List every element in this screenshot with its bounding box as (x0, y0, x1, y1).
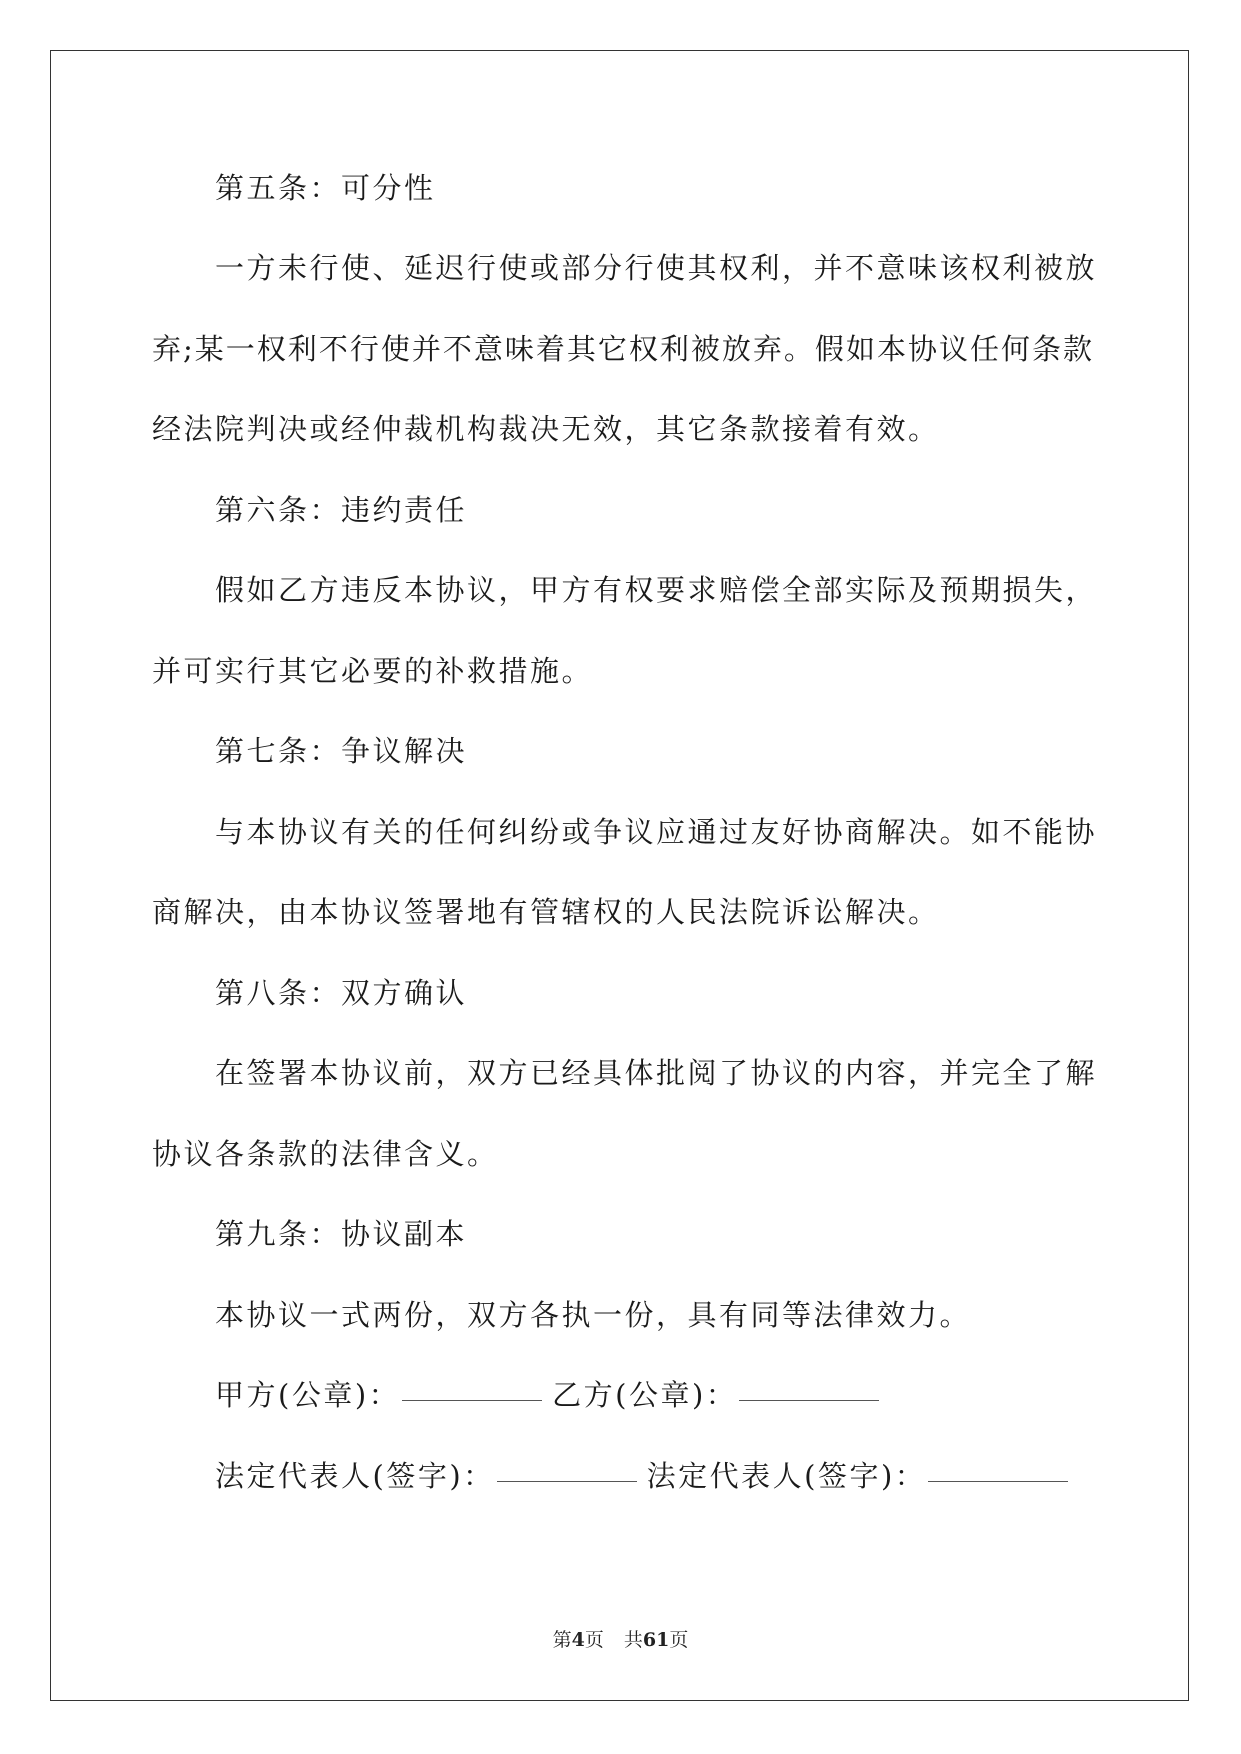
footer-page-prefix: 第 (552, 1629, 572, 1651)
article-5-line-2: 弃;某一权利不行使并不意味着其它权利被放弃。假如本协议任何条款 (152, 332, 1092, 366)
party-a-seal-blank (402, 1399, 542, 1401)
article-8-line-1: 在签署本协议前，双方已经具体批阅了协议的内容，并完全了解 (215, 1056, 1098, 1090)
article-6-line-2: 并可实行其它必要的补救措施。 (152, 654, 594, 688)
article-5-line-1: 一方未行使、延迟行使或部分行使其权利，并不意味该权利被放 (215, 251, 1098, 285)
footer-page-suffix: 页 (584, 1629, 604, 1651)
article-8-line-2: 协议各条款的法律含义。 (152, 1137, 499, 1171)
party-b-seal-label: 乙方(公章)： (552, 1378, 738, 1412)
party-a-rep-label: 法定代表人(签字)： (215, 1459, 495, 1493)
article-7-line-1: 与本协议有关的任何纠纷或争议应通过友好协商解决。如不能协 (215, 815, 1098, 849)
seal-row (215, 1375, 889, 1415)
party-a-seal-label: 甲方(公章)： (215, 1378, 401, 1412)
party-a-rep-blank (497, 1480, 637, 1482)
page-border (50, 50, 1189, 1701)
article-7-heading: 第七条：争议解决 (215, 734, 468, 768)
article-7-line-2: 商解决，由本协议签署地有管辖权的人民法院诉讼解决。 (152, 895, 940, 929)
party-b-rep-label: 法定代表人(签字)： (646, 1459, 927, 1493)
article-5-heading: 第五条：可分性 (215, 171, 436, 205)
article-5-line-3: 经法院判决或经仲裁机构裁决无效，其它条款接着有效。 (152, 412, 940, 446)
footer-total-pages: 61 (642, 1629, 670, 1651)
article-9-line-1: 本协议一式两份，双方各执一份，具有同等法律效力。 (215, 1298, 972, 1332)
representative-row (215, 1456, 1078, 1496)
article-8-heading: 第八条：双方确认 (215, 976, 468, 1010)
footer-page-number: 4 (571, 1629, 585, 1651)
article-6-line-1: 假如乙方违反本协议，甲方有权要求赔偿全部实际及预期损失， (215, 573, 1098, 607)
party-b-rep-blank (928, 1480, 1068, 1482)
party-b-seal-blank (739, 1399, 879, 1401)
article-6-heading: 第六条：违约责任 (215, 493, 468, 527)
footer-total-prefix: 共 (623, 1629, 643, 1651)
article-9-heading: 第九条：协议副本 (215, 1217, 468, 1251)
page-footer (0, 1627, 1241, 1653)
footer-total-suffix: 页 (669, 1629, 689, 1651)
